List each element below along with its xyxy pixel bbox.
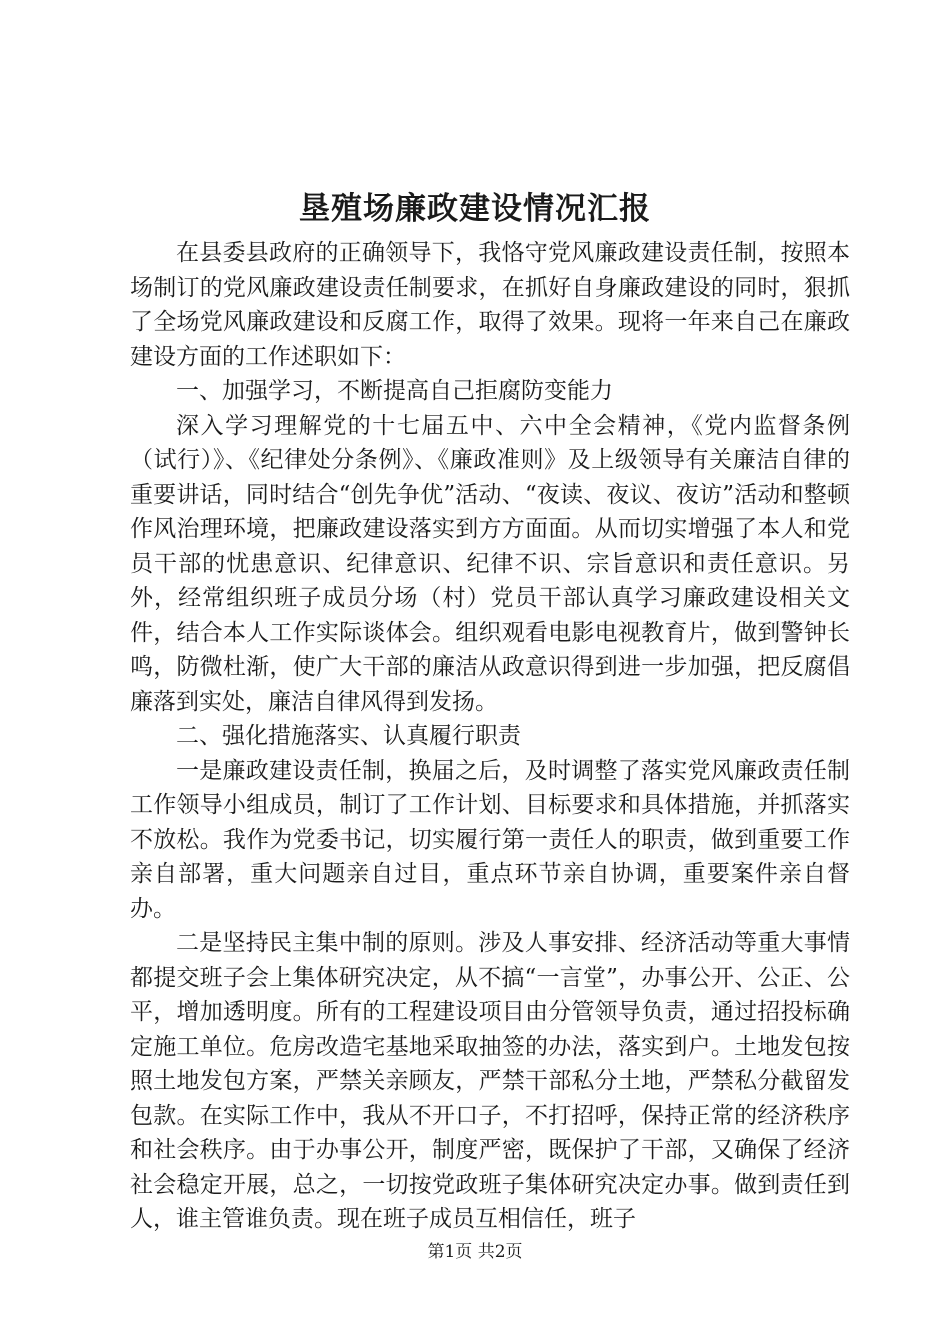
paragraph-democratic-centralism: 二是坚持民主集中制的原则。涉及人事安排、经济活动等重大事情都提交班子会上集体研究决定，从不搞“一言堂”，办事公开、公正、公平，增加透明度。所有的工程建设项目由分管领导负责，通过招投标确定施工单位。危房改造宅基地采取抽签的办法，落实到户。土地发包按照土地发包方案，严禁关亲顾友，严禁干部私分土地，严禁私分截留发包款。在实际工作中，我从不开口子，不打招呼，保持正常的经济秩序和社会秩序。由于办事公开，制度严密，既保护了干部，又确保了经济社会稳定开展，总之，一切按党政班子集体研究决定办事。做到责任到人，谁主管谁负责。现在班子成员互相信任，班子 [130, 930, 850, 1232]
paragraph-responsibility: 一是廉政建设责任制，换届之后，及时调整了落实党风廉政责任制工作领导小组成员，制订了工作计划、目标要求和具体措施，并抓落实不放松。我作为党委书记，切实履行第一责任人的职责，做到重要工作亲自部署，重大问题亲自过目，重点环节亲自协调，重要案件亲自督办。 [130, 757, 850, 922]
section-heading-1: 一、加强学习，不断提高自己拒腐防变能力 [176, 378, 613, 404]
section-heading-2: 二、强化措施落实、认真履行职责 [176, 723, 521, 749]
document-body [130, 236, 850, 1237]
document-title: 垦殖场廉政建设情况汇报 [299, 191, 651, 227]
page-footer: 第1页 共2页 [427, 1242, 523, 1262]
paragraph-study: 深入学习理解党的十七届五中、六中全会精神，《党内监督条例（试行）》、《纪律处分条例》、《廉政准则》及上级领导有关廉洁自律的重要讲话，同时结合“创先争优”活动、“夜读、夜议、夜访”活动和整顿作风治理环境，把廉政建设落实到方方面面。从而切实增强了本人和党员干部的忧患意识、纪律意识、纪律不识、宗旨意识和责任意识。另外，经常组织班子成员分场（村）党员干部认真学习廉政建设相关文件，结合本人工作实际谈体会。组织观看电影电视教育片，做到警钟长鸣，防微杜渐，使广大干部的廉洁从政意识得到进一步加强，把反腐倡廉落到实处，廉洁自律风得到发扬。 [130, 412, 850, 715]
paragraph-intro: 在县委县政府的正确领导下，我恪守党风廉政建设责任制，按照本场制订的党风廉政建设责任制要求，在抓好自身廉政建设的同时，狠抓了全场党风廉政建设和反腐工作，取得了效果。现将一年来自己在廉政建设方面的工作述职如下： [130, 240, 850, 370]
